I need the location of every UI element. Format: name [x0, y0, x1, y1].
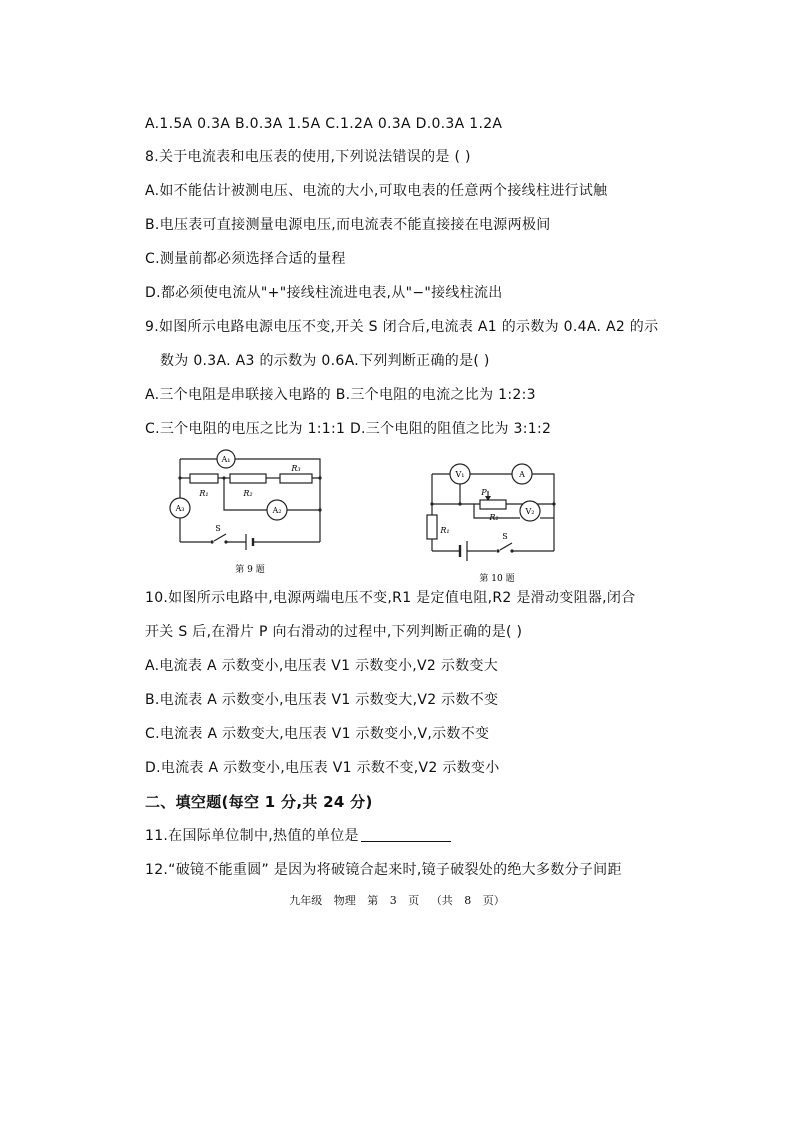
q7-options: A.1.5A 0.3A B.0.3A 1.5A C.1.2A 0.3A D.0.3A 1.2A [145, 116, 503, 132]
q10-option-a: A.电流表 A 示数变小,电压表 V1 示数变小,V2 示数变大 [145, 658, 499, 674]
q10-option-d: D.电流表 A 示数变小,电压表 V1 示数不变,V2 示数变小 [145, 760, 500, 776]
fig10-a-label: A [519, 470, 525, 479]
q10-option-b: B.电流表 A 示数变小,电压表 V1 示数变大,V2 示数不变 [145, 692, 499, 708]
fig10-r2-label: R₂ [489, 513, 499, 522]
figure-10-circuit [420, 455, 570, 587]
q9-options-ab: A.三个电阻是串联接入电路的 B.三个电阻的电流之比为 1:2:3 [145, 387, 536, 403]
q8-option-c: C.测量前都必须选择合适的量程 [145, 251, 346, 267]
q11-text: 11.在国际单位制中,热值的单位是 [145, 828, 359, 844]
fig9-a3-label: A₃ [175, 504, 185, 513]
q12: 12.“破镜不能重圆” 是因为将破镜合起来时,镜子破裂处的绝大多数分子间距 [145, 862, 622, 878]
fig10-caption: 第 10 题 [479, 574, 515, 584]
fig10-s-label: S [502, 532, 508, 541]
fig9-a1-label: A₁ [221, 455, 231, 464]
q8-stem: 8.关于电流表和电压表的使用,下列说法错误的是 ( ) [145, 149, 471, 165]
q11 [145, 826, 451, 846]
q8-option-b: B.电压表可直接测量电源电压,而电流表不能直接接在电源两极间 [145, 217, 551, 233]
figure-9-circuit [160, 448, 340, 578]
q10-stem-line1: 10.如图所示电路中,电源两端电压不变,R1 是定值电阻,R2 是滑动变阻器,闭合 [145, 590, 636, 606]
fig10-r1-label: R₁ [440, 526, 450, 535]
fig10-p-label: P [481, 488, 487, 497]
fig10-v1-label: V₁ [455, 470, 465, 479]
fig9-a2-label: A₂ [272, 506, 282, 515]
section-2-heading: 二、填空题(每空 1 分,共 24 分) [145, 793, 373, 811]
q10-stem-line2: 开关 S 后,在滑片 P 向右滑动的过程中,下列判断正确的是( ) [145, 624, 523, 640]
q10-option-c: C.电流表 A 示数变大,电压表 V1 示数变小,V,示数不变 [145, 726, 490, 742]
q9-options-cd: C.三个电阻的电压之比为 1:1:1 D.三个电阻的阻值之比为 3:1:2 [145, 421, 552, 437]
page-footer: 九年级 物理 第 3 页 （共 8 页） [289, 894, 505, 907]
q9-stem-line1: 9.如图所示电路电源电压不变,开关 S 闭合后,电流表 A1 的示数为 0.4A. A2 的示 [145, 319, 659, 335]
fig9-r3-label: R₃ [291, 464, 301, 473]
q11-answer-blank [361, 827, 451, 842]
q9-stem-line2: 数为 0.3A. A3 的示数为 0.6A.下列判断正确的是( ) [160, 353, 490, 369]
fig10-v2-label: V₂ [525, 507, 535, 516]
fig9-r2-label: R₂ [243, 489, 253, 498]
fig9-s-label: S [215, 524, 221, 533]
fig9-r1-label: R₁ [199, 489, 209, 498]
q8-option-d: D.都必须使电流从"+"接线柱流进电表,从"−"接线柱流出 [145, 285, 503, 301]
q8-option-a: A.如不能估计被测电压、电流的大小,可取电表的任意两个接线柱进行试触 [145, 183, 608, 199]
fig9-caption: 第 9 题 [235, 565, 265, 575]
